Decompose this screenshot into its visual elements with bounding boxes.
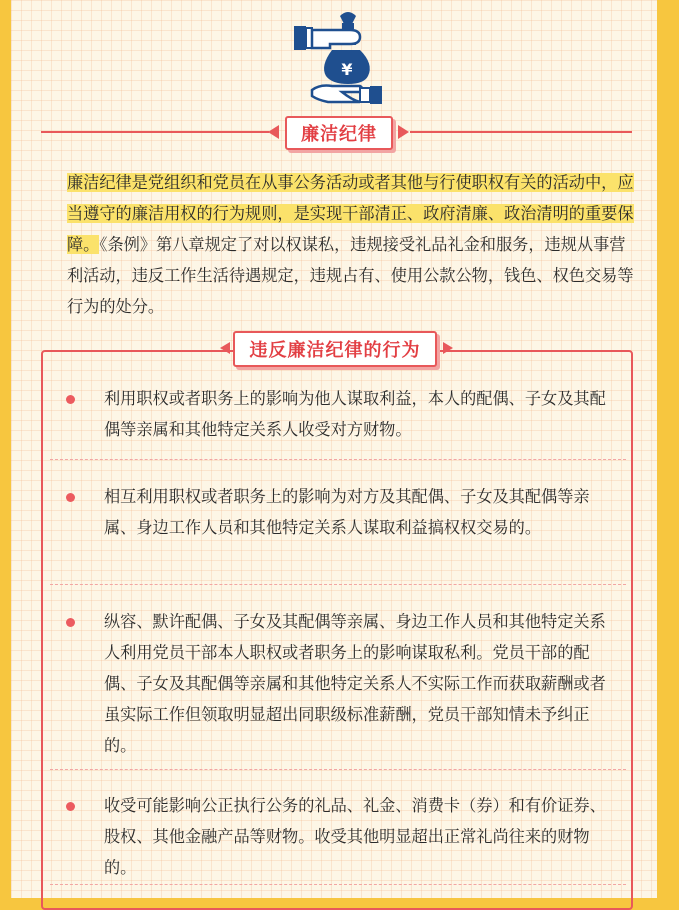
arrow-right-icon: [443, 342, 453, 354]
yen-symbol: ¥: [341, 60, 353, 79]
violation-item: 纵容、默许配偶、子女及其配偶等亲属、身边工作人员和其他特定关系人利用党员干部本人职权或者职务上的影响谋取私利。党员干部的配偶、子女及其配偶等亲属和其他特定关系人不实际工作而获取薪酬或者虽实际工作但领取明显超出同职级标准薪酬，党员干部知情未予纠正的。: [104, 612, 606, 755]
arrow-left-icon: [220, 342, 230, 354]
bullet-dot-icon: [66, 802, 75, 811]
section-title-violations: 违反廉洁纪律的行为: [233, 331, 437, 367]
arrow-left-icon: [268, 125, 279, 139]
intro-rest: 《条例》第八章规定了对以权谋私，违规接受礼品礼金和服务，违规从事营利活动，违反工作生活待遇规定，违规占有、使用公款公物，钱色、权色交易等行为的处分。: [67, 235, 634, 316]
hand-money-bag-icon: [290, 6, 386, 108]
section-title-lianjie: 廉洁纪律: [285, 116, 393, 150]
title-rule-right: [410, 131, 632, 133]
bullet-dot-icon: [66, 618, 75, 627]
divider: [50, 884, 626, 885]
intro-highlight: 廉洁纪律是党组织和党员在从事公务活动或者其他与行使职权有关的活动中，应当遵守的廉洁用权的行为规则，是实现干部清正、政府清廉、政治清明的重要保障。: [67, 173, 634, 254]
divider: [50, 769, 626, 770]
bullet-dot-icon: [66, 493, 75, 502]
arrow-right-icon: [398, 125, 409, 139]
violation-item: 利用职权或者职务上的影响为他人谋取利益，本人的配偶、子女及其配偶等亲属和其他特定关系人收受对方财物。: [104, 389, 606, 439]
divider: [50, 584, 626, 585]
violation-item: 收受可能影响公正执行公务的礼品、礼金、消费卡（券）和有价证券、股权、其他金融产品等财物。收受其他明显超出正常礼尚往来的财物的。: [104, 796, 606, 877]
intro-paragraph: [67, 167, 637, 322]
bullet-dot-icon: [66, 395, 75, 404]
title-rule-left: [41, 131, 269, 133]
violation-item: 相互利用职权或者职务上的影响为对方及其配偶、子女及其配偶等亲属、身边工作人员和其他特定关系人谋取利益搞权权交易的。: [104, 487, 590, 537]
divider: [50, 459, 626, 460]
